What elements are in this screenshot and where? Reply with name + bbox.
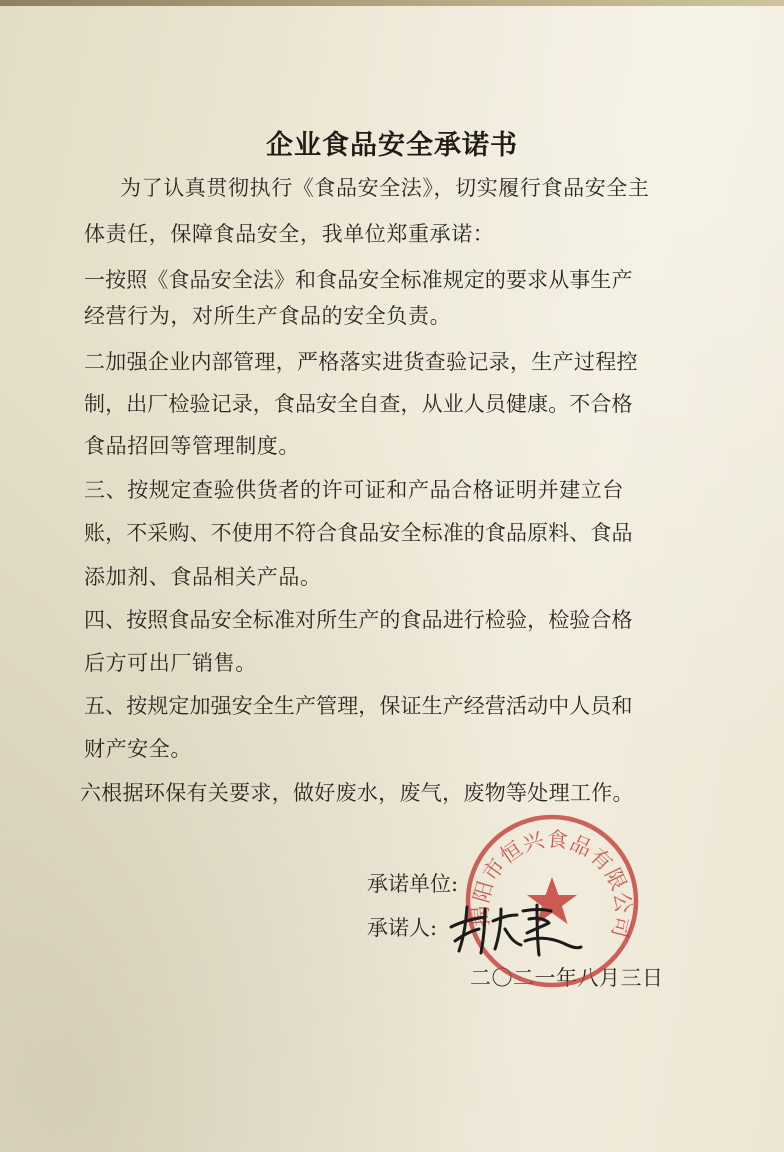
body-line-1: 为了认真贯彻执行《食品安全法》，切实履行食品安全主 <box>120 176 650 200</box>
body-line-8: 三、按规定查验供货者的许可证和产品合格证明并建立台 <box>84 478 624 502</box>
paper-sheet <box>0 6 784 1152</box>
promise-date: 二〇二一年八月三日 <box>470 966 664 990</box>
body-line-5: 二加强企业内部管理，严格落实进货查验记录，生产过程控 <box>84 350 638 374</box>
body-line-13: 五、按规定加强安全生产管理，保证生产经营活动中人员和 <box>84 694 633 718</box>
body-line-3: 一按照《食品安全法》和食品安全标准规定的要求从事生产 <box>84 268 633 292</box>
promise-person-label: 承诺人: <box>367 916 438 940</box>
body-line-10: 添加剂、食品相关产品。 <box>84 565 322 589</box>
seal-company-name-text: 揭阳市恒兴食品有限公司 <box>468 827 636 942</box>
body-line-11: 四、按照食品安全标准对所生产的食品进行检验，检验合格 <box>84 608 633 632</box>
body-line-4: 经营行为，对所生产食品的安全负责。 <box>84 304 452 328</box>
body-line-14: 财产安全。 <box>84 737 192 761</box>
document-title: 企业食品安全承诺书 <box>266 130 518 161</box>
body-line-2: 体责任，保障食品安全，我单位郑重承诺： <box>84 222 495 246</box>
body-line-9: 账，不采购、不使用不符合食品安全标准的食品原料、食品 <box>84 521 633 545</box>
body-line-15: 六根据环保有关要求，做好废水，废气，废物等处理工作。 <box>80 781 634 805</box>
promise-unit-label: 承诺单位: <box>367 872 459 896</box>
handwritten-signature <box>445 899 585 957</box>
body-line-12: 后方可出厂销售。 <box>84 651 257 675</box>
body-line-7: 食品招回等管理制度。 <box>84 434 300 458</box>
body-line-6: 制，出厂检验记录，食品安全自查，从业人员健康。不合格 <box>84 392 633 416</box>
